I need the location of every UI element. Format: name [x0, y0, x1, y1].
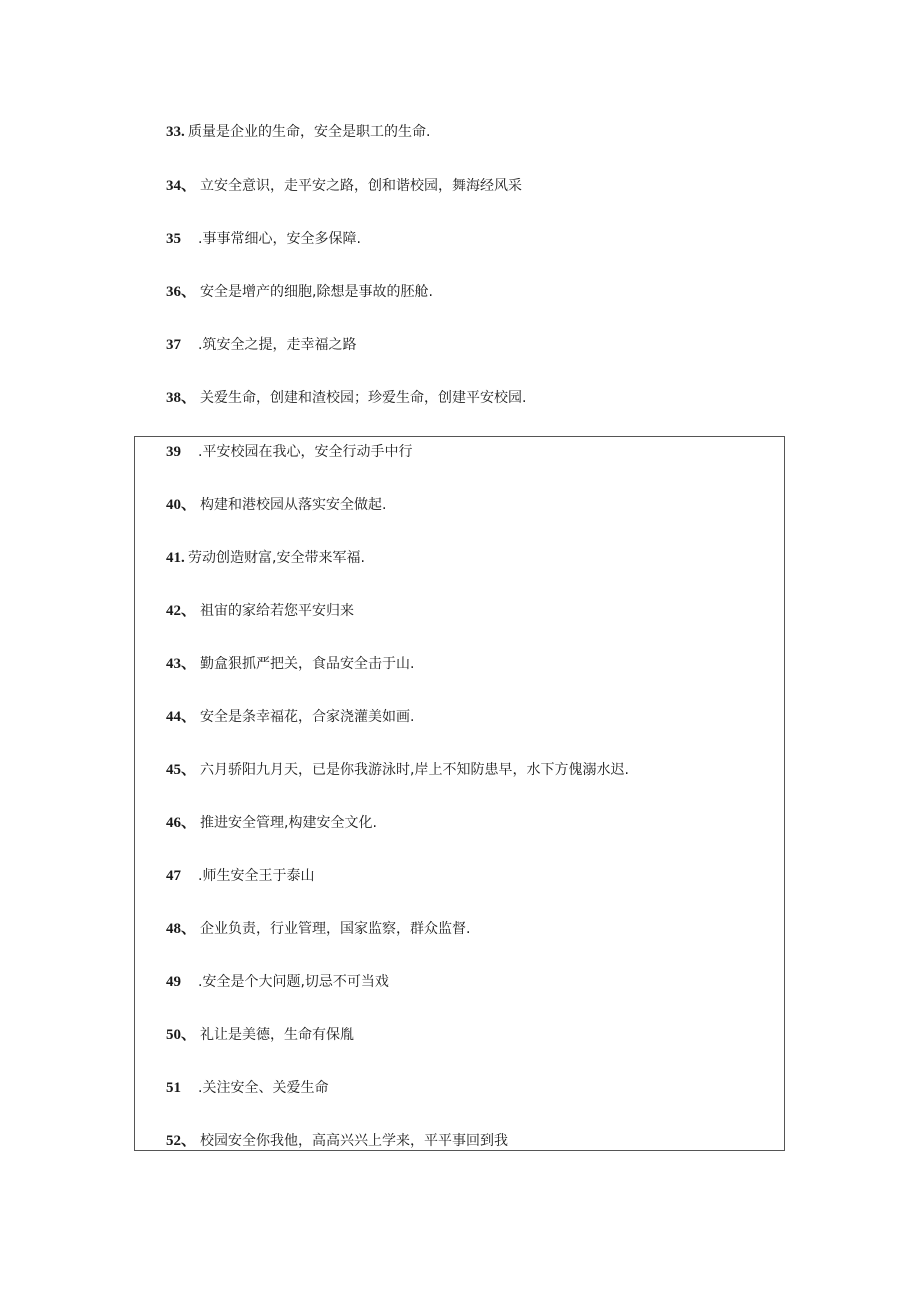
item-text: 勤盒狠抓严把关，食品安全击于山. [200, 656, 415, 672]
item-text: .安全是个大问题,切忌不可当戏 [198, 974, 389, 990]
item-text: 质量是企业的生命，安全是职工的生命. [188, 124, 431, 140]
item-text: 校园安全你我他，高高兴兴上学来，平平事回到我 [200, 1133, 508, 1149]
item-text: 立安全意识，走平安之路，创和谐校园，舞海经风采 [200, 178, 522, 194]
item-number: 34、 [166, 178, 197, 194]
item-number: 39 [166, 444, 181, 460]
item-number: 40、 [166, 497, 197, 513]
item-number: 42、 [166, 603, 197, 619]
item-number: 37 [166, 337, 181, 353]
item-text: .师生安全王于泰山 [198, 868, 315, 884]
item-number: 38、 [166, 390, 197, 406]
item-text: 企业负责，行业管理，国家监察，群众监督. [200, 921, 471, 937]
item-text: .事事常细心，安全多保障. [198, 231, 361, 247]
item-number: 48、 [166, 921, 197, 937]
item-text: 关爱生命，创建和渣校园；珍爱生命，创建平安校园. [200, 390, 527, 406]
item-number: 50、 [166, 1027, 197, 1043]
item-number: 51 [166, 1080, 181, 1096]
item-number: 36、 [166, 284, 197, 300]
item-number: 45、 [166, 762, 197, 778]
item-number: 47 [166, 868, 181, 884]
item-number: 33. [166, 124, 185, 140]
item-text: 构建和港校园从落实安全做起. [200, 497, 387, 513]
item-text: 六月骄阳九月天，已是你我游泳时,岸上不知防患早，水下方傀溺水迟. [200, 762, 629, 778]
item-text: 推进安全管理,构建安全文化. [200, 815, 377, 831]
item-text: .筑安全之提，走幸福之路 [198, 337, 357, 353]
item-text: 劳动创造财富,安全带来军福. [188, 550, 365, 566]
item-number: 35 [166, 231, 181, 247]
item-number: 44、 [166, 709, 197, 725]
item-text: 礼让是美德，生命有保胤 [200, 1027, 354, 1043]
item-number: 46、 [166, 815, 197, 831]
item-number: 49 [166, 974, 181, 990]
item-number: 41. [166, 550, 185, 566]
item-text: 安全是条幸福花，合家浇灌美如画. [200, 709, 415, 725]
item-number: 43、 [166, 656, 197, 672]
item-text: .关注安全、关爱生命 [198, 1080, 329, 1096]
item-text: 安全是增产的细胞,除想是事故的胚舱. [200, 284, 433, 300]
item-text: .平安校园在我心，安全行动手中行 [198, 444, 413, 460]
item-text: 祖宙的家给若您平安归来 [200, 603, 354, 619]
item-number: 52、 [166, 1133, 197, 1149]
